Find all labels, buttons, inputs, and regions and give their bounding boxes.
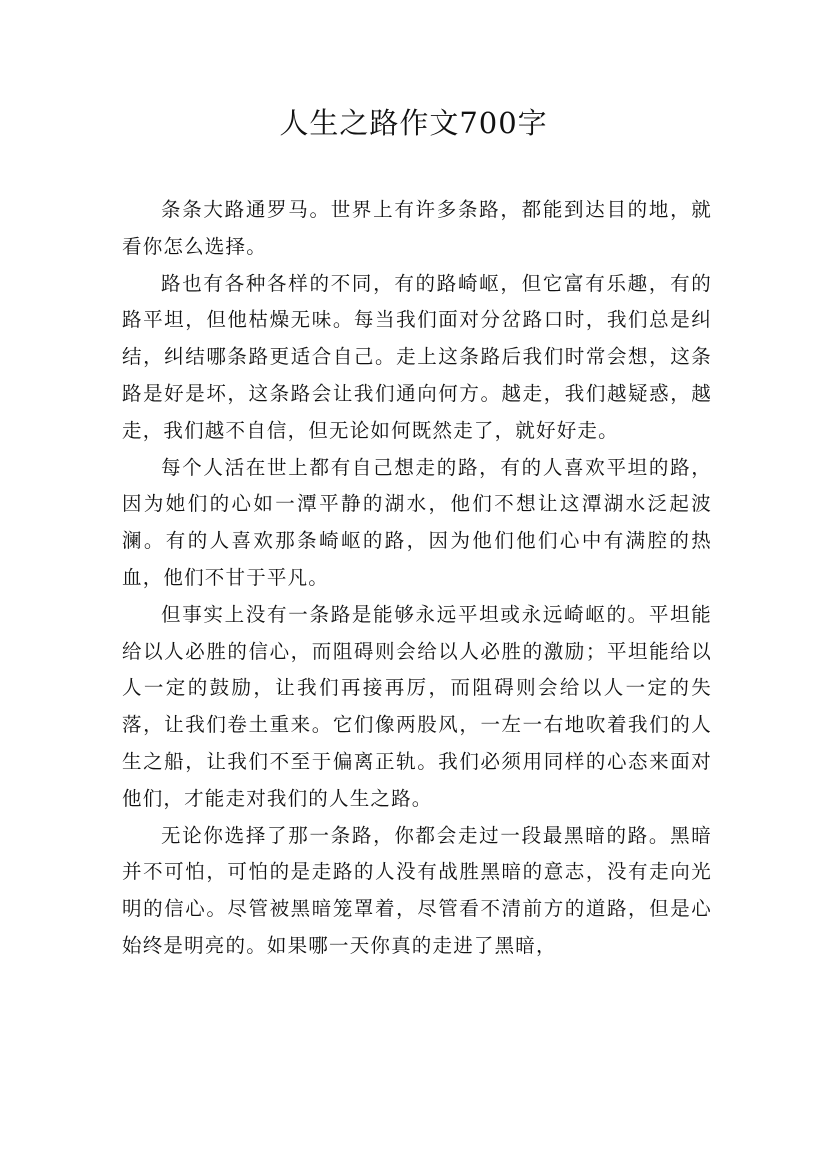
paragraph-3: 每个人活在世上都有自己想走的路，有的人喜欢平坦的路，因为她们的心如一潭平静的湖水，他们不想让这潭湖水泛起波澜。有的人喜欢那条崎岖的路，因为他们他们心中有满腔的热血，他们不甘于平凡。 [122,455,712,589]
paragraph-5: 无论你选择了那一条路，你都会走过一段最黑暗的路。黑暗并不可怕，可怕的是走路的人没有战胜黑暗的意志，没有走向光明的信心。尽管被黑暗笼罩着，尽管看不清前方的道路，但是心始终是明亮的。如果哪一天你真的走进了黑暗， [122,823,712,957]
paragraph-2: 路也有各种各样的不同，有的路崎岖，但它富有乐趣，有的路平坦，但他枯燥无味。每当我们面对分岔路口时，我们总是纠结，纠结哪条路更适合自己。走上这条路后我们时常会想，这条路是好是坏，这条路会让我们通向何方。越走，我们越疑惑，越走，我们越不自信，但无论如何既然走了，就好好走。 [122,271,712,442]
article-body [122,192,712,965]
paragraph-4: 但事实上没有一条路是能够永远平坦或永远崎岖的。平坦能给以人必胜的信心，而阻碍则会给以人必胜的激励；平坦能给以人一定的鼓励，让我们再接再厉，而阻碍则会给以人一定的失落，让我们卷土重来。它们像两股风，一左一右地吹着我们的人生之船，让我们不至于偏离正轨。我们必须用同样的心态来面对他们，才能走对我们的人生之路。 [122,602,712,810]
page-title: 人生之路作文700字 [279,106,548,140]
paragraph-1: 条条大路通罗马。世界上有许多条路，都能到达目的地，就看你怎么选择。 [122,198,712,258]
